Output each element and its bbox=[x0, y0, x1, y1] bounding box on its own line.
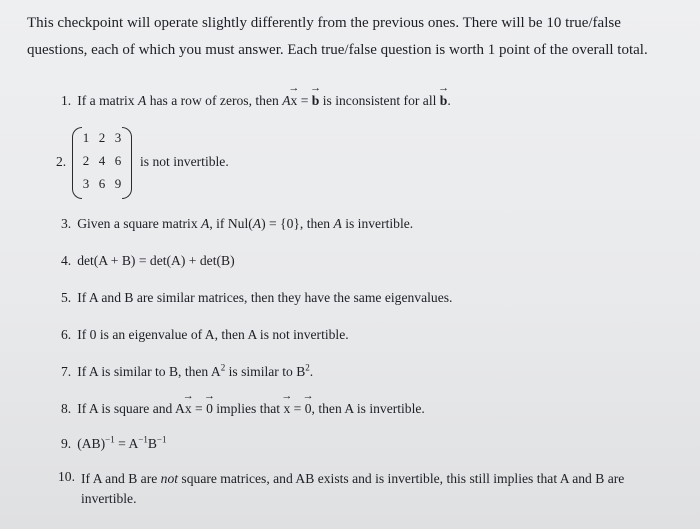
question-7: 7. If A is similar to B, then $A^2$ is similar to $B^2$. bbox=[61, 362, 314, 379]
vector-x: → x bbox=[291, 93, 298, 109]
question-1: 1. If a matrix A has a row of zeros, then A→ x = → b is inconsistent for all → b. bbox=[61, 93, 451, 109]
vector-b: → b bbox=[312, 93, 320, 109]
question-10: 10. If A and B are not square matrices, and AB exists and is invertible, this still implies that A and B are invertible. bbox=[58, 469, 625, 506]
question-6: 6. If 0 is an eigenvalue of A, then A is not invertible. bbox=[61, 327, 349, 342]
intro-paragraph: This checkpoint will operate slightly differently from the previous ones. There will be 10 true/false questions, each of which you must answer. Each true/false question is worth 1 point of the overall total. bbox=[27, 15, 648, 58]
question-5: 5. If A and B are similar matrices, then they have the same eigenvalues. bbox=[61, 290, 453, 305]
question-4: 4. det(A + B) = det(A) + det(B) bbox=[61, 253, 235, 268]
question-8: 8. If A is square and A→ x = → 0 implies that → x = → 0, then A is invertible. bbox=[61, 401, 425, 417]
matrix: 1 2 3 2 4 6 3 6 9 bbox=[72, 127, 132, 197]
question-3: 3. Given a square matrix A, if Nul(A) = {0}, then A is invertible. bbox=[61, 216, 414, 231]
question-9: 9. $(AB)^{-1} = A^{-1}B^{-1}$ bbox=[61, 434, 167, 451]
